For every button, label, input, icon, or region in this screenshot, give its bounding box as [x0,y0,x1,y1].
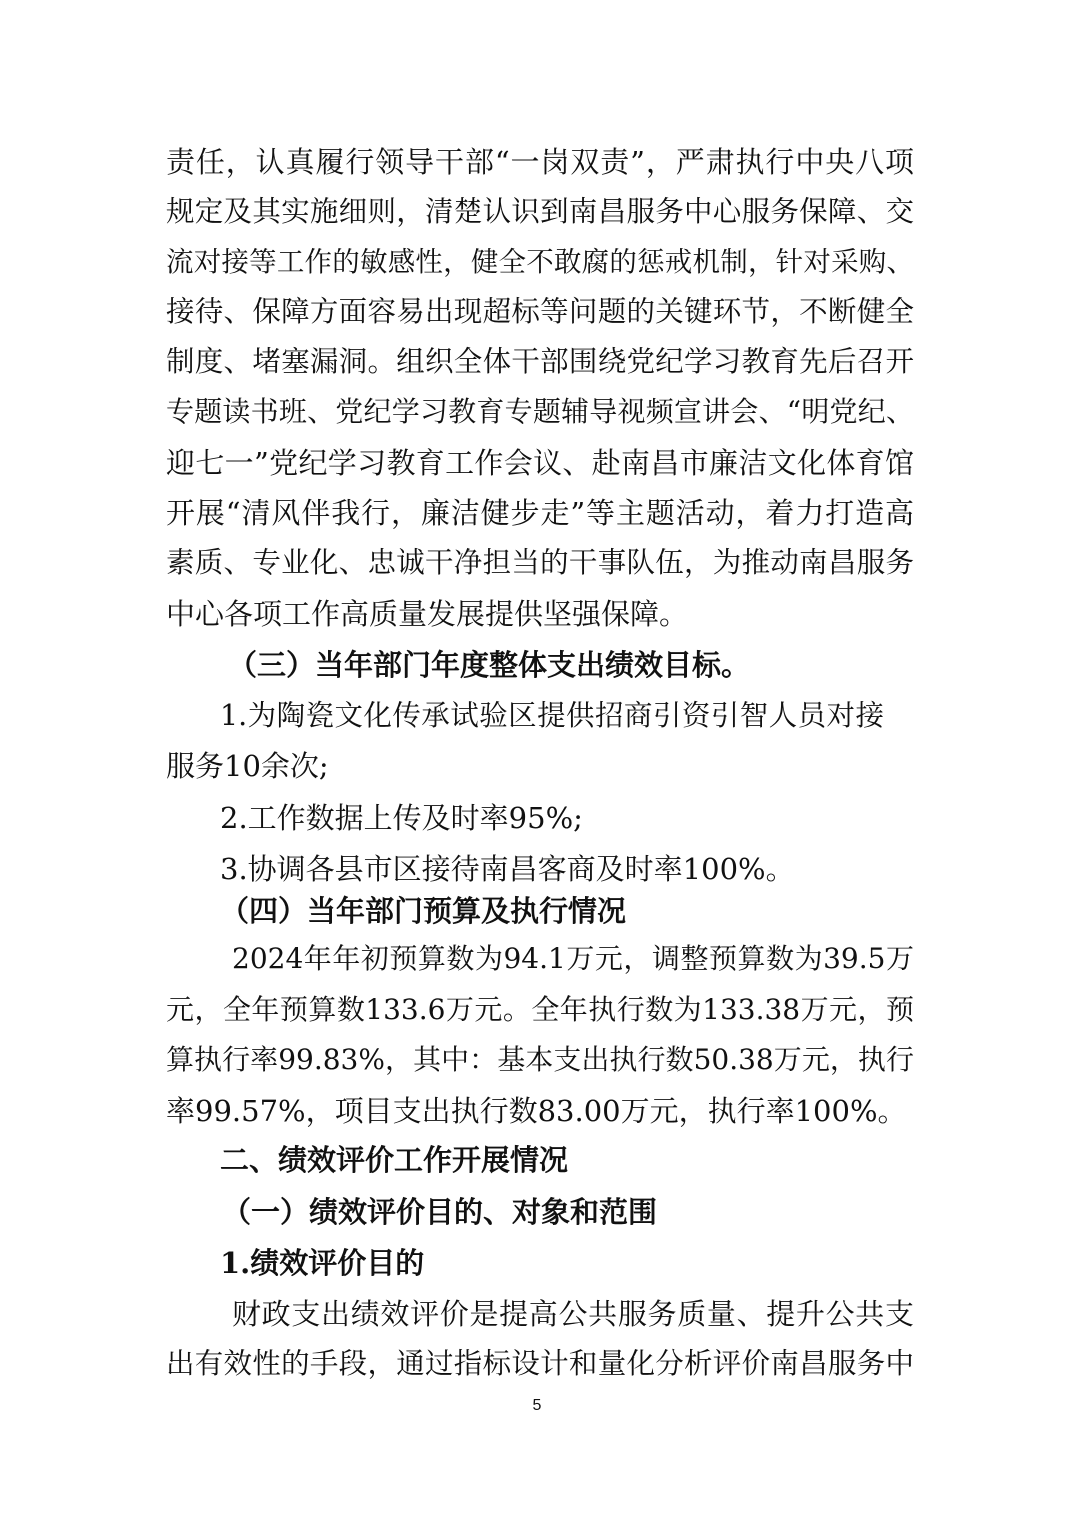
chapter-heading: 二、绩效评价工作开展情况 [220,1143,569,1177]
section-heading: （四）当年部门预算及执行情况 [220,894,627,928]
paragraph-line: 率99.57%，项目支出执行数83.00万元，执行率100%。 [166,1094,907,1128]
section-heading: （三）当年部门年度整体支出绩效目标。 [228,648,751,682]
paragraph-line: 专题读书班、党纪学习教育专题辅导视频宣讲会、“明党纪、 [166,395,914,428]
goal-item-1-continued: 服务10余次; [166,749,329,783]
paragraph-line: 接待、保障方面容易出现超标等问题的关键环节，不断健全 [166,295,914,328]
paragraph-line: 出有效性的手段，通过指标设计和量化分析评价南昌服务中 [166,1347,914,1380]
paragraph-line: 算执行率99.83%，其中：基本支出执行数50.38万元，执行 [166,1043,914,1076]
sub-item-heading: 1.绩效评价目的 [220,1246,425,1280]
paragraph-line: 素质、专业化、忠诚干净担当的干事队伍，为推动南昌服务 [166,546,914,579]
subsection-heading: （一）绩效评价目的、对象和范围 [222,1195,658,1229]
paragraph-line: 财政支出绩效评价是提高公共服务质量、提升公共支 [232,1297,914,1331]
goal-item-1: 1.为陶瓷文化传承试验区提供招商引资引智人员对接 [220,699,884,732]
goal-item-3: 3.协调各县市区接待南昌客商及时率100%。 [220,852,795,886]
paragraph-line: 流对接等工作的敏感性，健全不敢腐的惩戒机制，针对采购、 [166,246,914,278]
paragraph-line: 中心各项工作高质量发展提供坚强保障。 [166,597,689,631]
paragraph-line: 规定及其实施细则，清楚认识到南昌服务中心服务保障、交 [166,195,914,228]
goal-item-2: 2.工作数据上传及时率95%; [220,801,583,835]
paragraph-line: 元，全年预算数133.6万元。全年执行数为133.38万元，预 [166,993,914,1026]
paragraph-line: 2024年年初预算数为94.1万元，调整预算数为39.5万 [232,942,914,975]
paragraph-line: 开展“清风伴我行，廉洁健步走”等主题活动，着力打造高 [166,496,914,530]
paragraph-line: 责任，认真履行领导干部“一岗双责”，严肃执行中央八项 [166,145,914,179]
paragraph-line: 迎七一”党纪学习教育工作会议、赴南昌市廉洁文化体育馆 [166,446,914,480]
page-number: 5 [532,1397,542,1414]
paragraph-line: 制度、堵塞漏洞。组织全体干部围绕党纪学习教育先后召开 [166,345,914,378]
